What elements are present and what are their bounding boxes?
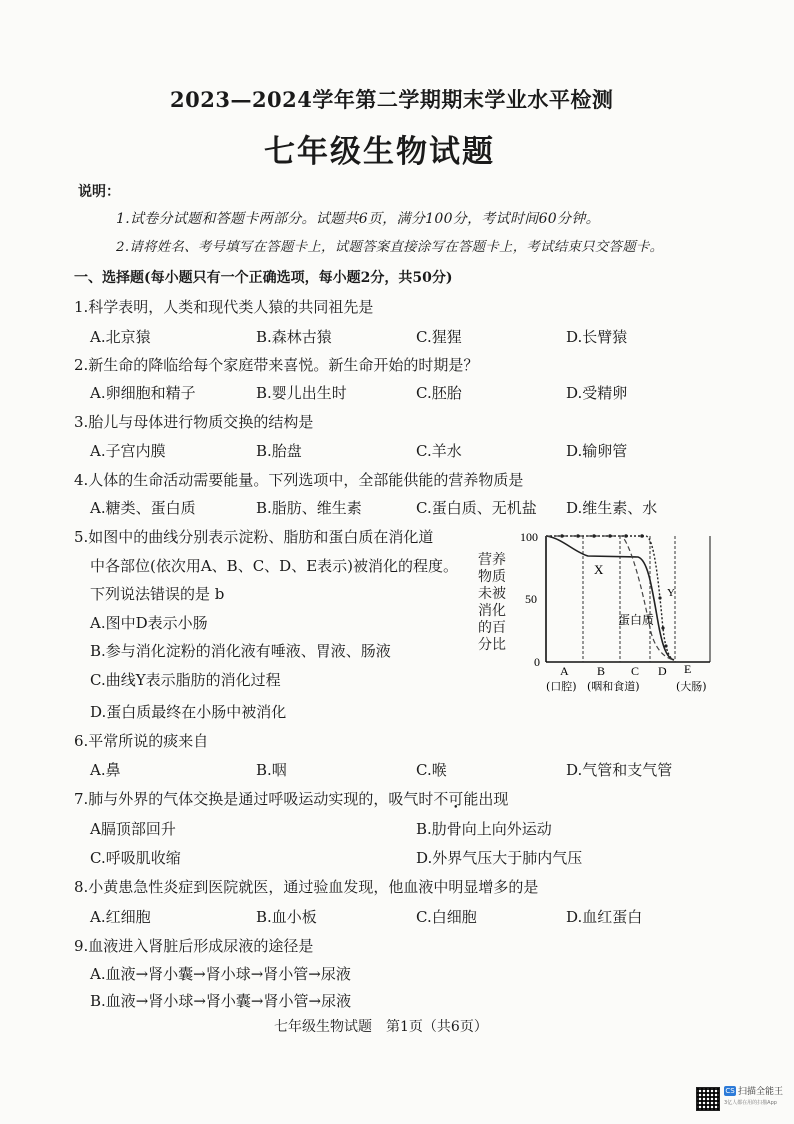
option: A.北京猿	[90, 328, 151, 346]
option: D.外界气压大于肺内气压	[416, 849, 583, 867]
option: B.血液→肾小球→肾小囊→肾小管→尿液	[90, 992, 352, 1010]
subject-title: 七年级生物试题	[264, 134, 495, 170]
scanner-tagline: 3亿人都在用的扫描App	[724, 1100, 777, 1106]
y-tick: 0	[534, 655, 540, 669]
digestion-chart	[470, 518, 720, 698]
option: D.受精卵	[566, 384, 628, 402]
instructions-label: 说明：	[78, 184, 120, 200]
curve-protein	[546, 536, 674, 660]
emphasis-text: 不可能	[433, 790, 479, 808]
curve-label-protein: 蛋白质	[618, 613, 655, 627]
option: B.胎盘	[256, 442, 302, 460]
exam-title: 2023—2024学年第二学期期末学业水平检测	[170, 87, 614, 112]
scanner-logo: CS	[725, 1087, 735, 1095]
x-tick: C	[631, 664, 640, 678]
instruction-line-2: 2.请将姓名、考号填写在答题卡上，试题答案直接涂写在答题卡上，考试结束只交答题卡。	[116, 240, 664, 255]
option: D.气管和支气管	[566, 761, 673, 779]
option: D.长臂猿	[566, 328, 628, 346]
question-stem: 1.科学表明，人类和现代类人猿的共同祖先是	[74, 298, 374, 316]
region-label: (大肠)	[676, 680, 707, 693]
option: C.喉	[416, 761, 447, 779]
question-stem: 2.新生命的降临给每个家庭带来喜悦。新生命开始的时期是？	[74, 356, 479, 374]
curve-label-x: X	[594, 562, 604, 577]
option: D.血红蛋白	[566, 908, 643, 926]
instruction-line-1: 1.试卷分试题和答题卡两部分。试题共6页，满分100分，考试时间60分钟。	[116, 211, 600, 227]
option: C.呼吸肌收缩	[90, 849, 181, 867]
curve-label-y: Y	[667, 587, 675, 599]
option: C.胚胎	[416, 384, 462, 402]
option: D.蛋白质最终在小肠中被消化	[90, 703, 287, 721]
option: B.婴儿出生时	[256, 384, 347, 402]
option: B.参与消化淀粉的消化液有唾液、胃液、肠液	[90, 642, 391, 660]
option: B.咽	[256, 761, 287, 779]
question-stem: 中各部位(依次用A、B、C、D、E表示)被消化的程度。	[90, 557, 459, 575]
option: B.肋骨向上向外运动	[416, 820, 552, 838]
question-stem: 4.人体的生命活动需要能量。下列选项中，全部能供能的营养物质是	[74, 471, 524, 489]
x-tick: E	[684, 662, 692, 676]
curve-x	[546, 536, 674, 660]
x-tick: B	[597, 664, 606, 678]
page-footer: 七年级生物试题 第1页（共6页）	[274, 1019, 488, 1035]
option: B.脂肪、维生素	[256, 499, 362, 517]
section-title: 一、选择题(每小题只有一个正确选项，每小题2分，共50分)	[74, 270, 453, 286]
option: D.输卵管	[566, 442, 628, 460]
question-stem: 3.胎儿与母体进行物质交换的结构是	[74, 413, 314, 431]
option: A.图中D表示小肠	[90, 614, 208, 632]
question-stem: 5.如图中的曲线分别表示淀粉、脂肪和蛋白质在消化道	[74, 528, 434, 546]
option: A.鼻	[90, 761, 121, 779]
question-stem: 6.平常所说的痰来自	[74, 732, 209, 750]
question-stem: 下列说法错误的是 b	[90, 585, 225, 603]
option: B.森林古猿	[256, 328, 332, 346]
option: C.蛋白质、无机盐	[416, 499, 537, 517]
option: A.红细胞	[90, 908, 151, 926]
option: C.白细胞	[416, 908, 477, 926]
y-tick: 50	[525, 592, 537, 606]
x-tick: D	[658, 664, 667, 678]
curve-y	[546, 536, 674, 660]
qr-code	[696, 1087, 720, 1111]
option: B.血小板	[256, 908, 317, 926]
question-stem: 7.肺与外界的气体交换是通过呼吸运动实现的，吸气时不可能出现	[74, 790, 509, 808]
option: C.羊水	[416, 442, 462, 460]
option: C.猩猩	[416, 328, 462, 346]
x-tick: A	[560, 664, 569, 678]
option: A.糖类、蛋白质	[90, 499, 196, 517]
option: C.曲线Y表示脂肪的消化过程	[90, 671, 281, 689]
region-label: (咽和食道)	[587, 680, 640, 693]
option: A.卵细胞和精子	[90, 384, 196, 402]
option: A.血液→肾小囊→肾小球→肾小管→尿液	[90, 965, 351, 983]
option: A膈顶部回升	[90, 820, 176, 838]
figure-ylabel: 营养 物质 未被 消化 的百 分比	[478, 552, 506, 653]
question-stem: 9.血液进入肾脏后形成尿液的途径是	[74, 937, 314, 955]
scanner-name: 扫描全能王	[738, 1087, 784, 1097]
option: A.子宫内膜	[90, 442, 166, 460]
digestion-figure	[470, 518, 720, 698]
option: D.维生素、水	[566, 499, 658, 517]
region-label: (口腔)	[546, 680, 577, 693]
y-tick: 100	[520, 530, 538, 544]
question-stem: 8.小黄患急性炎症到医院就医，通过验血发现，他血液中明显增多的是	[74, 878, 539, 896]
